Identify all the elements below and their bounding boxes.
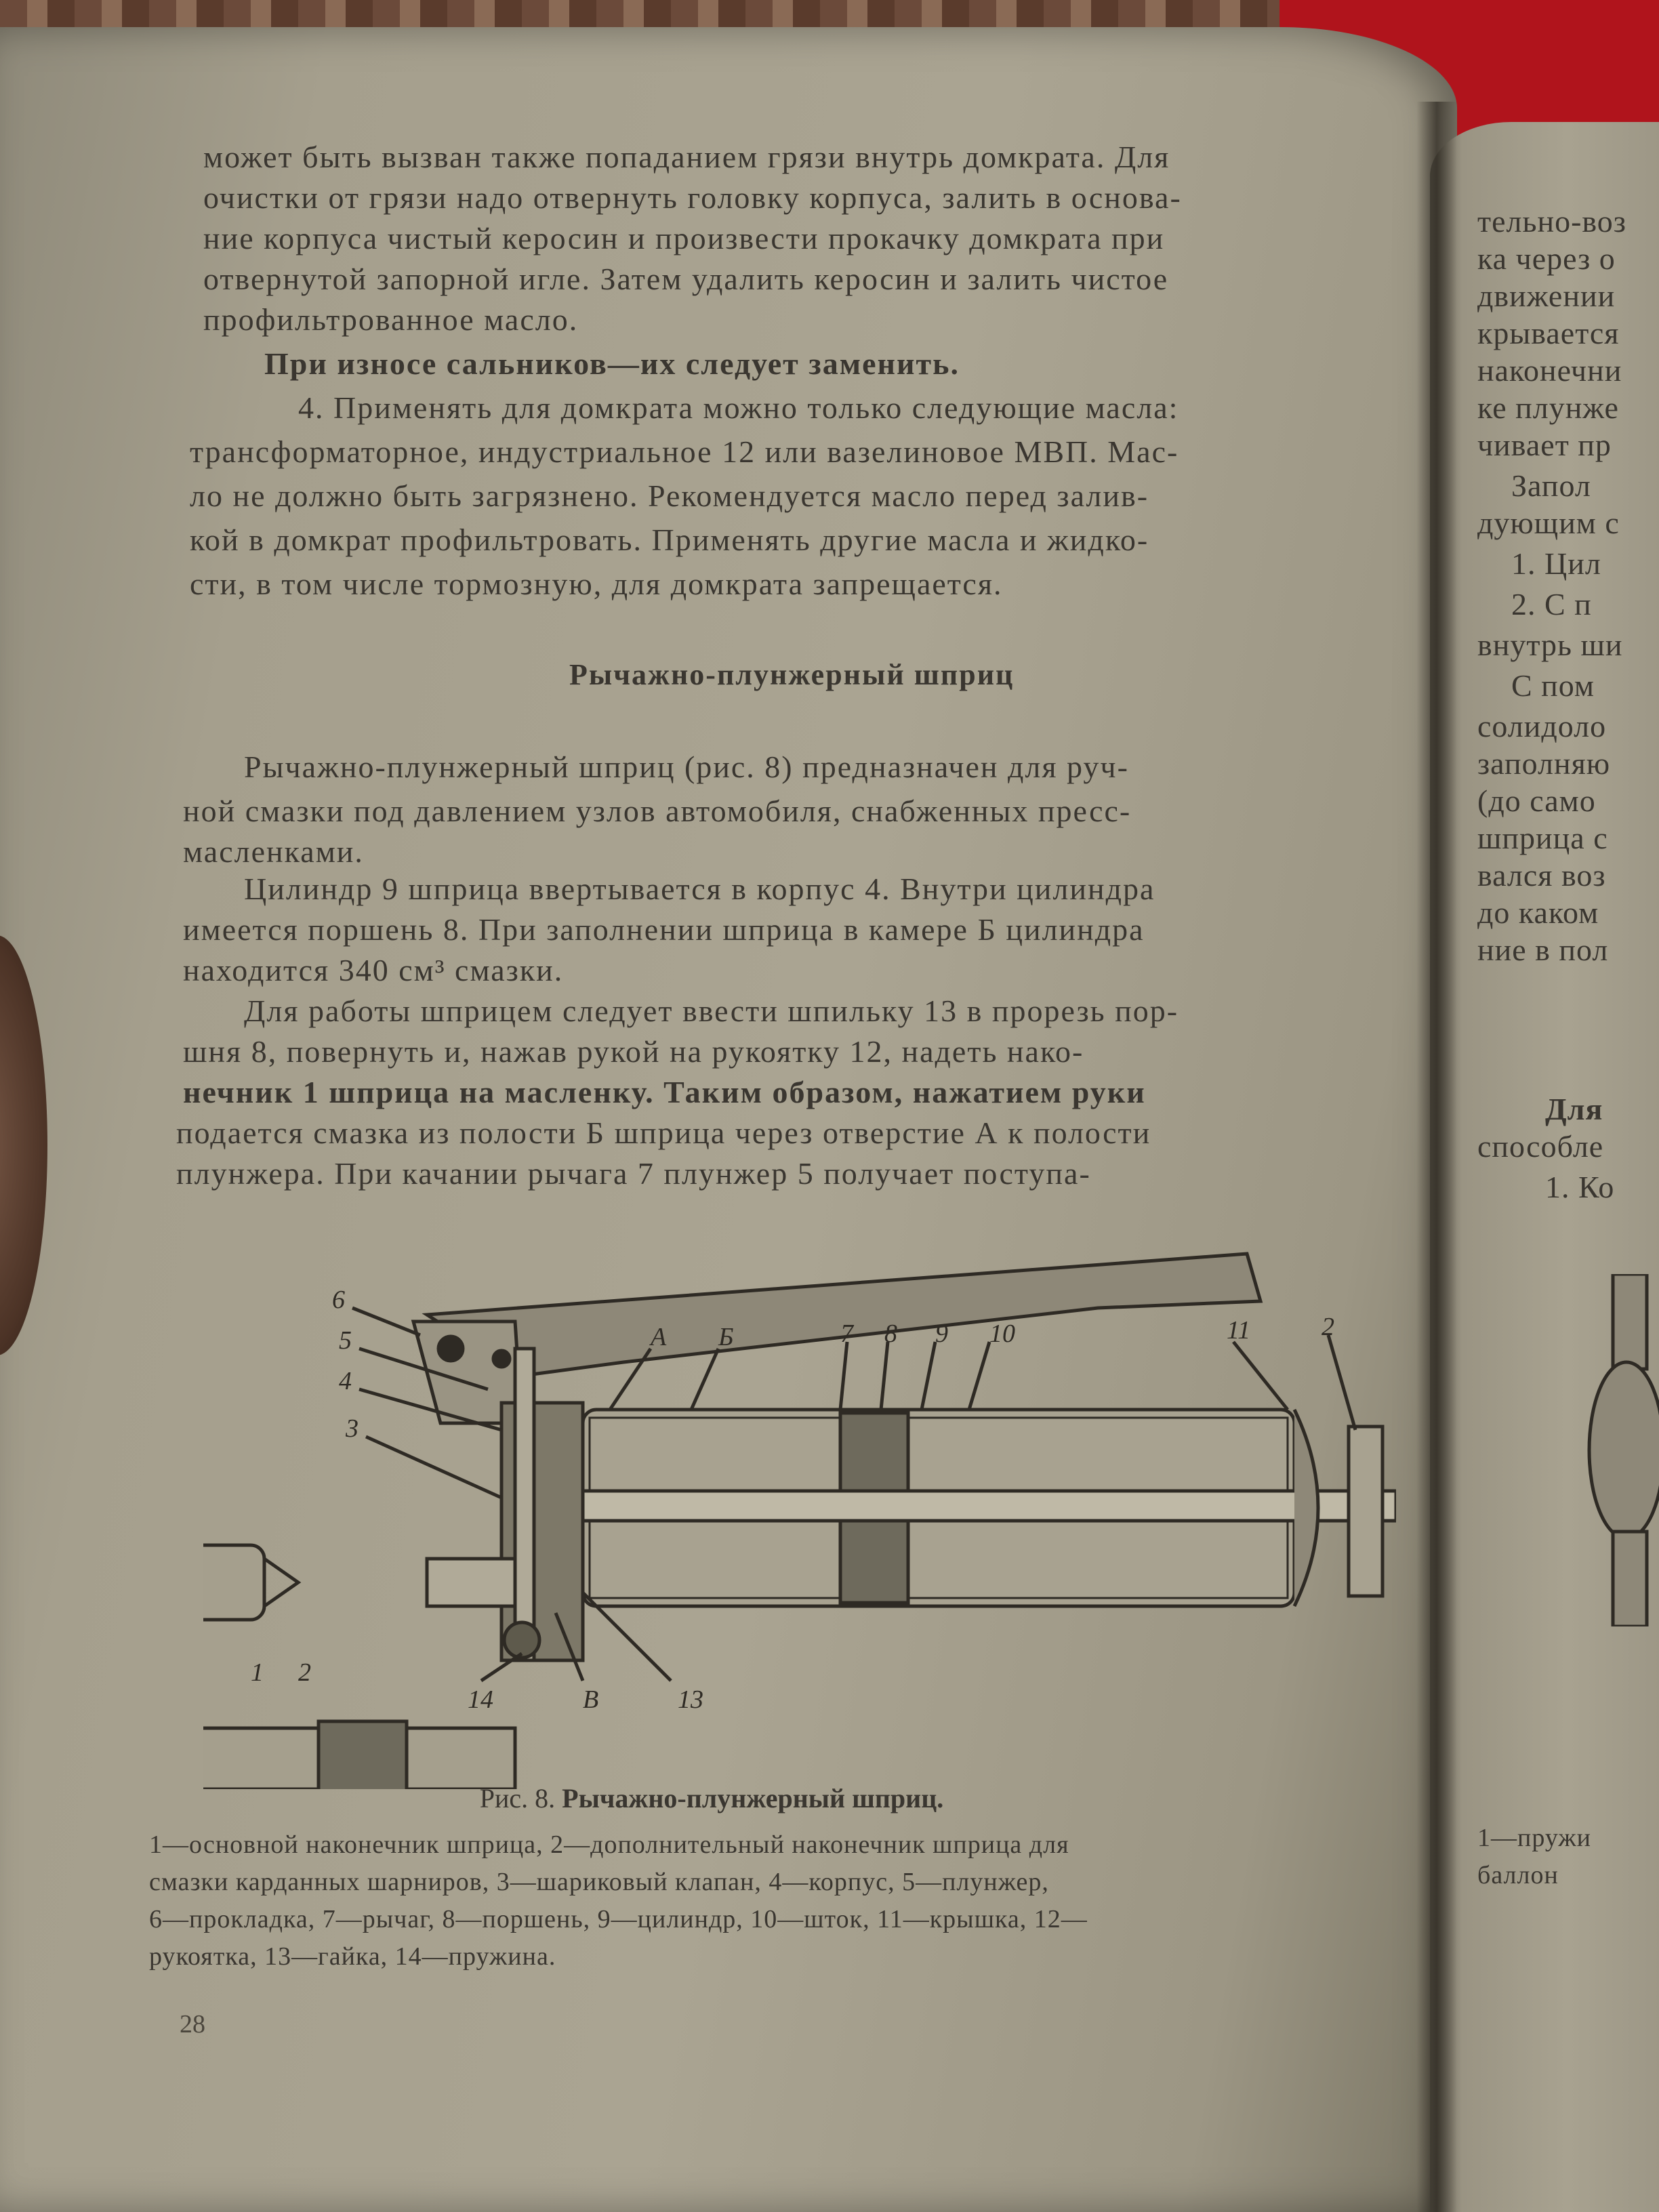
caption-title: Рычажно-плунжерный шприц. bbox=[562, 1783, 944, 1814]
text-line: может быть вызван также попаданием грязи внутрь домкрата. Для bbox=[203, 140, 1170, 174]
right-figure-fragment bbox=[1586, 1274, 1659, 1626]
text-line: Для работы шприцем следует ввести шпильку 13 в прорезь пор- bbox=[244, 994, 1179, 1028]
label-4: 4 bbox=[339, 1367, 352, 1395]
label-7: 7 bbox=[840, 1319, 853, 1348]
text-line: профильтрованное масло. bbox=[203, 302, 579, 337]
text-line: Рычажно-плунжерный шприц (рис. 8) предназначен для руч- bbox=[244, 750, 1129, 784]
text-line: шприца с bbox=[1477, 821, 1608, 855]
text-line: до каком bbox=[1477, 895, 1599, 930]
label-8: 8 bbox=[884, 1319, 897, 1348]
text-line: крывается bbox=[1477, 316, 1620, 350]
book-gutter bbox=[1416, 102, 1457, 2212]
text-line: ке плунже bbox=[1477, 390, 1619, 425]
text-line: 1—пружи bbox=[1477, 1824, 1591, 1852]
text-line: Запол bbox=[1511, 468, 1591, 503]
page-number: 28 bbox=[180, 2010, 205, 2039]
text-line: ло не должно быть загрязнено. Рекомендуется масло перед залив- bbox=[190, 478, 1149, 513]
legend-line: рукоятка, 13—гайка, 14—пружина. bbox=[149, 1942, 556, 1971]
text-line: чивает пр bbox=[1477, 428, 1612, 462]
text-line: 1. Цил bbox=[1511, 546, 1601, 581]
text-line: ние в пол bbox=[1477, 933, 1609, 967]
text-line: кой в домкрат профильтровать. Применять другие масла и жидко- bbox=[190, 523, 1149, 557]
text-line: подается смазка из полости Б шприца через отверстие А к полости bbox=[176, 1115, 1151, 1150]
label-V: В bbox=[583, 1685, 599, 1714]
text-line: тельно-воз bbox=[1477, 204, 1626, 239]
text-line: нечник 1 шприца на масленку. Таким образом, нажатием руки bbox=[183, 1075, 1146, 1109]
text-line: движении bbox=[1477, 279, 1616, 313]
label-13: 13 bbox=[678, 1685, 703, 1714]
label-14: 14 bbox=[468, 1685, 493, 1714]
label-6: 6 bbox=[332, 1286, 345, 1314]
label-B: Б bbox=[718, 1323, 734, 1351]
text-line: сти, в том числе тормозную, для домкрата запрещается. bbox=[190, 567, 1003, 601]
label-5: 5 bbox=[339, 1326, 352, 1355]
text-line: Для bbox=[1545, 1092, 1603, 1126]
legend-line: 1—основной наконечник шприца, 2—дополнительный наконечник шприца для bbox=[149, 1830, 1069, 1859]
text-line: внутрь ши bbox=[1477, 628, 1623, 662]
text-line: 2. С п bbox=[1511, 587, 1592, 621]
text-line: наконечни bbox=[1477, 353, 1622, 388]
text-line: ние корпуса чистый керосин и произвести прокачку домкрата при bbox=[203, 221, 1165, 255]
text-line: имеется поршень 8. При заполнении шприца в камере Б цилиндра bbox=[183, 912, 1145, 947]
text-line: шня 8, повернуть и, нажав рукой на рукоятку 12, надеть нако- bbox=[183, 1034, 1084, 1069]
label-11: 11 bbox=[1227, 1316, 1251, 1345]
text-line: Цилиндр 9 шприца ввертывается в корпус 4. Внутри цилиндра bbox=[244, 872, 1155, 906]
figure-caption bbox=[0, 1782, 1423, 1814]
text-line: трансформаторное, индустриальное 12 или вазелиновое МВП. Мас- bbox=[190, 434, 1179, 469]
text-line: способле bbox=[1477, 1129, 1604, 1164]
text-line: ка через о bbox=[1477, 241, 1616, 276]
syringe-figure bbox=[203, 1206, 1396, 1789]
text-line: (до само bbox=[1477, 783, 1596, 818]
caption-prefix: Рис. 8. bbox=[479, 1783, 556, 1814]
label-A: А bbox=[651, 1323, 667, 1351]
label-1: 1 bbox=[251, 1658, 264, 1687]
text-line: дующим с bbox=[1477, 506, 1620, 540]
lever bbox=[427, 1254, 1261, 1376]
label-3: 3 bbox=[346, 1414, 359, 1443]
text-line: солидоло bbox=[1477, 709, 1607, 743]
label-2-nozzle: 2 bbox=[298, 1658, 311, 1687]
text-line: очистки от грязи надо отвернуть головку корпуса, залить в основа- bbox=[203, 180, 1182, 215]
text-line: отвернутой запорной игле. Затем удалить керосин и залить чистое bbox=[203, 262, 1169, 296]
text-line: ной смазки под давлением узлов автомобиля, снабженных пресс- bbox=[183, 794, 1132, 828]
text-line: 1. Ко bbox=[1545, 1170, 1615, 1204]
legend-line: смазки карданных шарниров, 3—шариковый клапан, 4—корпус, 5—плунжер, bbox=[149, 1868, 1049, 1896]
label-10: 10 bbox=[989, 1319, 1015, 1348]
label-2: 2 bbox=[1322, 1313, 1334, 1341]
label-9: 9 bbox=[935, 1319, 948, 1348]
section-title: Рычажно-плунжерный шприц bbox=[569, 658, 1015, 691]
text-line: С пом bbox=[1511, 668, 1595, 703]
text-line: плунжера. При качании рычага 7 плунжер 5 получает поступа- bbox=[176, 1156, 1091, 1191]
legend-line: 6—прокладка, 7—рычаг, 8—поршень, 9—цилиндр, 10—шток, 11—крышка, 12— bbox=[149, 1905, 1088, 1933]
text-line: находится 340 см³ смазки. bbox=[183, 953, 564, 987]
text-line: 4. Применять для домкрата можно только следующие масла: bbox=[298, 390, 1179, 425]
text-line: заполняю bbox=[1477, 746, 1611, 781]
text-line: масленками. bbox=[183, 834, 364, 869]
text-line: баллон bbox=[1477, 1861, 1559, 1889]
text-line: вался воз bbox=[1477, 858, 1606, 893]
text-line: При износе сальников—их следует заменить. bbox=[264, 346, 960, 381]
